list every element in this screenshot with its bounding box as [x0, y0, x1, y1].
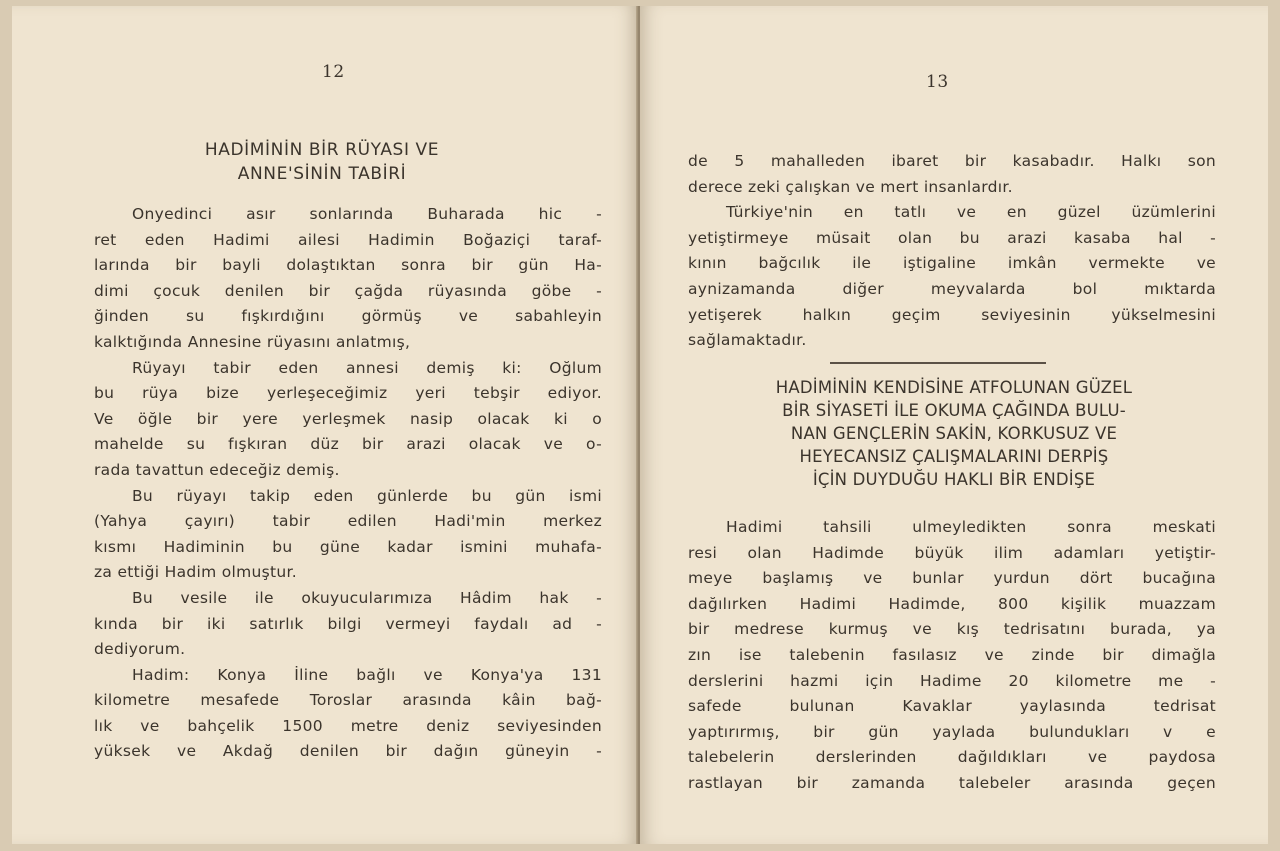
heading-line: HADİMİNİN BİR RÜYASI VE [204, 140, 440, 160]
left-page [12, 6, 638, 844]
heading-line: HEYECANSIZ ÇALIŞMALARINI DERPİŞ [799, 447, 1109, 466]
heading-line: ANNE'SİNİN TABİRİ [237, 164, 407, 184]
section-divider [830, 362, 1046, 364]
text-line: dağılırken Hadimi Hadimde, 800 kişilik muazzam [688, 594, 1216, 613]
text-line: derslerini hazmi için Hadime 20 kilometre me - [688, 671, 1216, 690]
text-line: derece zeki çalışkan ve mert insanlardır. [688, 177, 1013, 196]
text-line: Ve öğle bir yere yerleşmek nasip olacak ki o [94, 409, 602, 428]
heading-line: BİR SİYASETİ İLE OKUMA ÇAĞINDA BULU- [782, 401, 1126, 420]
text-line: Bu vesile ile okuyucularımıza Hâdim hak - [132, 588, 602, 607]
text-line: ğinden su fışkırdığını görmüş ve sabahleyin [94, 307, 602, 326]
text-line: sağlamaktadır. [688, 331, 807, 350]
text-line: lık ve bahçelik 1500 metre deniz seviyesinden [94, 716, 602, 735]
text-line: Hadim: Konya İline bağlı ve Konya'ya 131 [132, 665, 602, 684]
page-number-right: 13 [926, 72, 949, 92]
text-line: Bu rüyayı takip eden günlerde bu gün ismi [132, 486, 602, 505]
text-line: yaptırırmış, bir gün yaylada bulundukları v e [688, 722, 1216, 741]
text-line: kının bağcılık ile iştigaline imkân vermekte ve [688, 254, 1216, 273]
text-line: (Yahya çayırı) tabir edilen Hadi'min merkez [94, 512, 602, 531]
text-line: zın ise talebenin fasılasız ve zinde bir dimağla [688, 645, 1216, 664]
text-line: kında bir iki satırlık bilgi vermeyi faydalı ad - [94, 614, 602, 633]
right-body-text-bottom [688, 515, 1216, 797]
right-page [640, 6, 1268, 844]
text-line: Rüyayı tabir eden annesi demiş ki: Oğlum [132, 358, 602, 377]
text-line: kilometre mesafede Toroslar arasında kâin bağ- [94, 691, 602, 710]
text-line: yetiştirmeye müsait olan bu arazi kasaba hal - [688, 228, 1216, 247]
text-line: Onyedinci asır sonlarında Buharada hic - [132, 205, 602, 223]
left-body-text [94, 202, 602, 765]
heading-line: İÇİN DUYDUĞU HAKLI BİR ENDİŞE [812, 470, 1096, 489]
text-line: za ettiği Hadim olmuştur. [94, 563, 298, 582]
text-line: Hadimi tahsili ulmeyledikten sonra meskati [726, 518, 1216, 536]
text-line: aynizamanda diğer meyvalarda bol mıktarda [688, 279, 1216, 298]
text-line: de 5 mahalleden ibaret bir kasabadır. Halkı son [688, 152, 1216, 170]
text-line: kısmı Hadiminin bu güne kadar ismini muhafa- [94, 537, 602, 556]
heading-line: HADİMİNİN KENDİSİNE ATFOLUNAN GÜZEL [775, 378, 1133, 397]
text-line: resi olan Hadimde büyük ilim adamları yetiştir- [688, 543, 1216, 562]
text-line: mahelde su fışkıran düz bir arazi olacak ve o- [94, 435, 602, 454]
text-line: yüksek ve Akdağ denilen bir dağın güneyin - [94, 742, 602, 761]
text-line: meye başlamış ve bunlar yurdun dört bucağına [688, 569, 1216, 588]
text-line: ret eden Hadimi ailesi Hadimin Boğaziçi taraf- [94, 230, 602, 249]
text-line: dimi çocuk denilen bir çağda rüyasında göbe - [94, 281, 602, 300]
text-line: rada tavattun edeceğiz demiş. [94, 460, 340, 479]
text-line: talebelerin derslerinden dağıldıkları ve paydosa [688, 748, 1216, 767]
left-heading [112, 138, 532, 186]
right-heading [680, 376, 1228, 491]
text-line: bir medrese kurmuş ve kış tedrisatını burada, ya [688, 620, 1216, 639]
heading-line: NAN GENÇLERİN SAKİN, KORKUSUZ VE [790, 424, 1118, 443]
text-line: bu rüya bize yerleşeceğimiz yeri tebşir ediyor. [94, 384, 602, 403]
text-line: yetişerek halkın geçim seviyesinin yükselmesini [688, 305, 1216, 324]
text-line: larında bir bayli dolaştıktan sonra bir gün Ha- [94, 256, 602, 275]
text-line: rastlayan bir zamanda talebeler arasında geçen [688, 773, 1216, 792]
page-number-left: 12 [322, 62, 345, 82]
text-line: kalktığında Annesine rüyasını anlatmış, [94, 332, 411, 351]
right-body-text-top [688, 149, 1216, 354]
text-line: Türkiye'nin en tatlı ve en güzel üzümlerini [726, 203, 1216, 222]
text-line: dediyorum. [94, 640, 186, 659]
text-line: safede bulunan Kavaklar yaylasında tedrisat [688, 697, 1216, 716]
